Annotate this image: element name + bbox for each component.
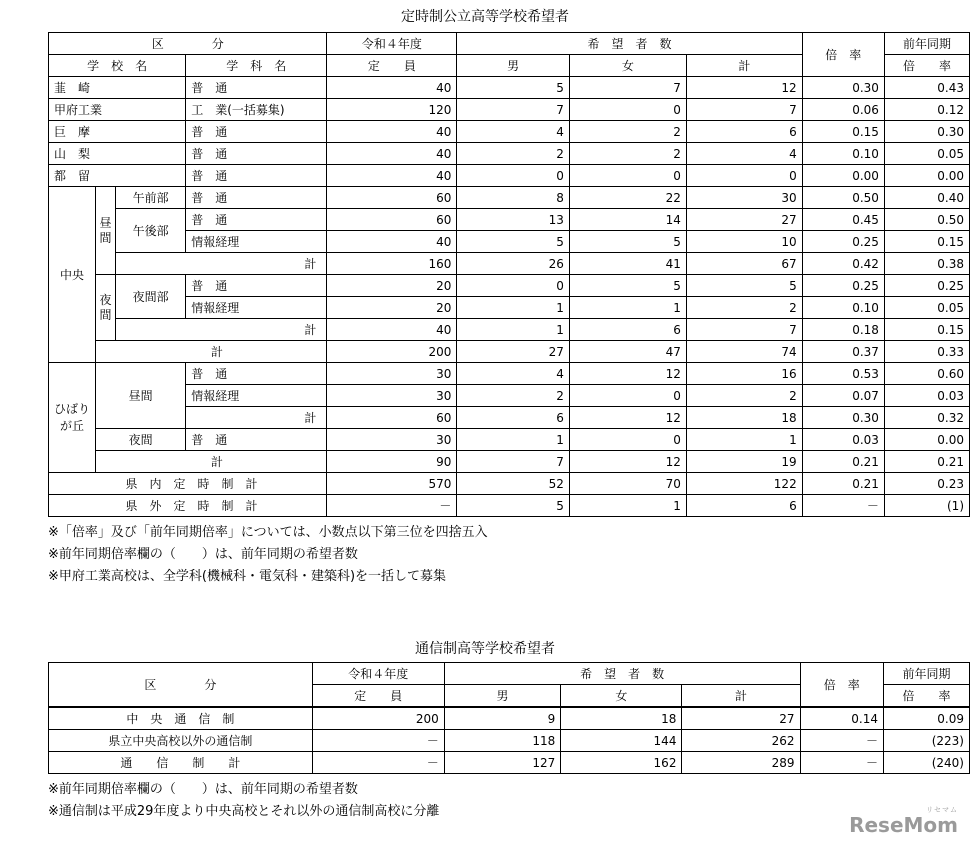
male: 2 bbox=[457, 385, 569, 407]
table2-note-1: ※前年同期倍率欄の（ ）は、前年同期の希望者数 bbox=[48, 782, 358, 797]
ratio: 0.21 bbox=[802, 451, 884, 473]
header-applicants: 希 望 者 数 bbox=[444, 663, 800, 685]
male: 52 bbox=[457, 473, 569, 495]
total: 10 bbox=[686, 231, 802, 253]
dept-name: 情報経理 bbox=[186, 231, 327, 253]
total: 7 bbox=[686, 319, 802, 341]
dept-name: 普 通 bbox=[186, 165, 327, 187]
female: 12 bbox=[569, 363, 686, 385]
total: 289 bbox=[682, 752, 800, 774]
total-label: 計 bbox=[96, 341, 327, 363]
capacity: 200 bbox=[327, 341, 457, 363]
ratio: 0.50 bbox=[802, 187, 884, 209]
female: 2 bbox=[569, 121, 686, 143]
male: 4 bbox=[457, 121, 569, 143]
subtotal-label: 計 bbox=[115, 253, 326, 275]
table-row bbox=[49, 165, 970, 187]
header-applicants: 希 望 者 数 bbox=[457, 33, 802, 55]
ratio: 0.45 bbox=[802, 209, 884, 231]
prev-ratio: (223) bbox=[884, 730, 970, 752]
table-row bbox=[49, 363, 970, 385]
capacity: 200 bbox=[312, 707, 444, 730]
table-row bbox=[49, 385, 970, 407]
male: 27 bbox=[457, 341, 569, 363]
ratio: 0.25 bbox=[802, 231, 884, 253]
school-name: 山 梨 bbox=[49, 143, 186, 165]
table-row-total bbox=[49, 451, 970, 473]
kengai-label: 県 外 定 時 制 計 bbox=[96, 495, 327, 517]
female: 144 bbox=[561, 730, 682, 752]
capacity: 60 bbox=[327, 209, 457, 231]
prev-ratio: 0.33 bbox=[884, 341, 969, 363]
table1-note-2: ※前年同期倍率欄の（ ）は、前年同期の希望者数 bbox=[48, 547, 358, 562]
capacity: 90 bbox=[327, 451, 457, 473]
chuo-gogo-label: 午後部 bbox=[115, 209, 185, 253]
male: 26 bbox=[457, 253, 569, 275]
female: 70 bbox=[569, 473, 686, 495]
prev-ratio: (1) bbox=[884, 495, 969, 517]
chuo-yoru-label: 夜間 bbox=[96, 275, 116, 341]
hibari-hiru-label: 昼間 bbox=[96, 363, 186, 429]
prev-ratio: 0.50 bbox=[884, 209, 969, 231]
prev-ratio: 0.30 bbox=[884, 121, 969, 143]
dept-name: 普 通 bbox=[186, 429, 327, 451]
prev-ratio: 0.60 bbox=[884, 363, 969, 385]
table-row bbox=[49, 77, 970, 99]
female: 22 bbox=[569, 187, 686, 209]
capacity: 30 bbox=[327, 385, 457, 407]
dept-name: 普 通 bbox=[186, 275, 327, 297]
female: 1 bbox=[569, 495, 686, 517]
total: 4 bbox=[686, 143, 802, 165]
capacity: 120 bbox=[327, 99, 457, 121]
table-row bbox=[49, 297, 970, 319]
table1-note-3: ※甲府工業高校は、全学科(機械科・電気科・建築科)を一括して募集 bbox=[48, 569, 447, 584]
table-row-kennai-total bbox=[49, 473, 970, 495]
female: 2 bbox=[569, 143, 686, 165]
total: 5 bbox=[686, 275, 802, 297]
male: 4 bbox=[457, 363, 569, 385]
female: 14 bbox=[569, 209, 686, 231]
school-chuo: 中央 bbox=[49, 187, 96, 363]
prev-ratio: 0.40 bbox=[884, 187, 969, 209]
subtotal-label: 計 bbox=[115, 319, 326, 341]
ratio: 0.10 bbox=[802, 143, 884, 165]
table-row-subtotal bbox=[49, 319, 970, 341]
ratio: 0.42 bbox=[802, 253, 884, 275]
male: 2 bbox=[457, 143, 569, 165]
female: 0 bbox=[569, 385, 686, 407]
table1-title: 定時制公立高等学校希望者 bbox=[401, 9, 569, 25]
table1-note-1: ※「倍率」及び「前年同期倍率」については、小数点以下第三位を四捨五入 bbox=[48, 525, 488, 540]
capacity: 40 bbox=[327, 143, 457, 165]
ratio: 0.21 bbox=[802, 473, 884, 495]
table2-note-2: ※通信制は平成29年度より中央高校とそれ以外の通信制高校に分離 bbox=[48, 804, 440, 819]
dept-name: 情報経理 bbox=[186, 385, 327, 407]
table1-header-row1 bbox=[49, 33, 970, 55]
header-kubun: 区 分 bbox=[49, 33, 327, 55]
total: 262 bbox=[682, 730, 800, 752]
table-row bbox=[49, 209, 970, 231]
kennai-label: 県 内 定 時 制 計 bbox=[96, 473, 327, 495]
school-name: 甲府工業 bbox=[49, 99, 186, 121]
total: 67 bbox=[686, 253, 802, 275]
total: 19 bbox=[686, 451, 802, 473]
header-female: 女 bbox=[561, 685, 682, 708]
header-ratio: 倍 率 bbox=[802, 33, 884, 77]
header-prev-top: 前年同期 bbox=[884, 33, 969, 55]
table2-title: 通信制高等学校希望者 bbox=[415, 641, 555, 657]
header-prev-top: 前年同期 bbox=[884, 663, 970, 685]
capacity: 20 bbox=[327, 275, 457, 297]
header-capacity-bottom: 定 員 bbox=[312, 685, 444, 708]
chuo-yakan-label: 夜間部 bbox=[115, 275, 185, 319]
table-row bbox=[49, 275, 970, 297]
table-row-kengai-total bbox=[49, 495, 970, 517]
ratio: 0.06 bbox=[802, 99, 884, 121]
total: 74 bbox=[686, 341, 802, 363]
chuo-gozen-label: 午前部 bbox=[115, 187, 185, 209]
female: 47 bbox=[569, 341, 686, 363]
male: 9 bbox=[444, 707, 560, 730]
school-name: 巨 摩 bbox=[49, 121, 186, 143]
header-capacity-top: 令和４年度 bbox=[312, 663, 444, 685]
capacity: 40 bbox=[327, 319, 457, 341]
header-school: 学 校 名 bbox=[49, 55, 186, 77]
total: 27 bbox=[686, 209, 802, 231]
male: 0 bbox=[457, 275, 569, 297]
total: 30 bbox=[686, 187, 802, 209]
female: 0 bbox=[569, 429, 686, 451]
header-prev-bottom: 倍 率 bbox=[884, 685, 970, 708]
ratio: － bbox=[800, 730, 883, 752]
ratio: 0.15 bbox=[802, 121, 884, 143]
table-row bbox=[49, 99, 970, 121]
ratio: － bbox=[800, 752, 883, 774]
header-total: 計 bbox=[686, 55, 802, 77]
dept-name: 普 通 bbox=[186, 209, 327, 231]
row-label: 県立中央高校以外の通信制 bbox=[49, 730, 313, 752]
chuo-hiru-label: 昼間 bbox=[96, 187, 116, 275]
school-name: 韮 崎 bbox=[49, 77, 186, 99]
prev-ratio: 0.15 bbox=[884, 231, 969, 253]
total: 6 bbox=[686, 121, 802, 143]
female: 0 bbox=[569, 165, 686, 187]
ratio: 0.10 bbox=[802, 297, 884, 319]
capacity: 30 bbox=[327, 429, 457, 451]
prev-ratio: 0.23 bbox=[884, 473, 969, 495]
capacity: － bbox=[312, 752, 444, 774]
ratio: － bbox=[802, 495, 884, 517]
prev-ratio: 0.32 bbox=[884, 407, 969, 429]
female: 0 bbox=[569, 99, 686, 121]
total: 27 bbox=[682, 707, 800, 730]
male: 0 bbox=[457, 165, 569, 187]
header-kubun: 区 分 bbox=[49, 663, 313, 708]
capacity: 570 bbox=[327, 473, 457, 495]
header-male: 男 bbox=[457, 55, 569, 77]
capacity: 60 bbox=[327, 187, 457, 209]
ratio: 0.14 bbox=[800, 707, 883, 730]
ratio: 0.03 bbox=[802, 429, 884, 451]
female: 18 bbox=[561, 707, 682, 730]
capacity: 40 bbox=[327, 121, 457, 143]
dept-name: 普 通 bbox=[186, 363, 327, 385]
table-row bbox=[49, 143, 970, 165]
dept-name: 普 通 bbox=[186, 77, 327, 99]
female: 1 bbox=[569, 297, 686, 319]
resemom-logo-kana: リセマム bbox=[926, 806, 958, 814]
header-capacity-top: 令和４年度 bbox=[327, 33, 457, 55]
prev-ratio: 0.00 bbox=[884, 165, 969, 187]
ratio: 0.18 bbox=[802, 319, 884, 341]
male: 1 bbox=[457, 429, 569, 451]
capacity: － bbox=[327, 495, 457, 517]
dept-name: 情報経理 bbox=[186, 297, 327, 319]
header-ratio: 倍 率 bbox=[800, 663, 883, 708]
female: 5 bbox=[569, 231, 686, 253]
male: 6 bbox=[457, 407, 569, 429]
total: 0 bbox=[686, 165, 802, 187]
prev-ratio: 0.43 bbox=[884, 77, 969, 99]
total: 2 bbox=[686, 385, 802, 407]
table-row bbox=[49, 730, 970, 752]
female: 7 bbox=[569, 77, 686, 99]
table-row-total bbox=[49, 752, 970, 774]
table-row bbox=[49, 121, 970, 143]
subtotal-label: 計 bbox=[186, 407, 327, 429]
capacity: － bbox=[312, 730, 444, 752]
total: 2 bbox=[686, 297, 802, 319]
male: 5 bbox=[457, 77, 569, 99]
male: 127 bbox=[444, 752, 560, 774]
table-row-total bbox=[49, 341, 970, 363]
capacity: 160 bbox=[327, 253, 457, 275]
total: 7 bbox=[686, 99, 802, 121]
capacity: 40 bbox=[327, 165, 457, 187]
table-row bbox=[49, 231, 970, 253]
table-row bbox=[49, 429, 970, 451]
table-row-subtotal bbox=[49, 253, 970, 275]
prev-ratio: 0.38 bbox=[884, 253, 969, 275]
male: 5 bbox=[457, 495, 569, 517]
male: 7 bbox=[457, 451, 569, 473]
male: 13 bbox=[457, 209, 569, 231]
header-dept: 学 科 名 bbox=[186, 55, 327, 77]
table1-daytime-nighttime bbox=[48, 32, 970, 517]
male: 118 bbox=[444, 730, 560, 752]
ratio: 0.37 bbox=[802, 341, 884, 363]
male: 7 bbox=[457, 99, 569, 121]
table-row-subtotal bbox=[49, 407, 970, 429]
resemom-logo-text: ReseMom bbox=[849, 813, 958, 837]
hibari-yoru-label: 夜間 bbox=[96, 429, 186, 451]
header-capacity-bottom: 定 員 bbox=[327, 55, 457, 77]
ratio: 0.07 bbox=[802, 385, 884, 407]
prev-ratio: 0.09 bbox=[884, 707, 970, 730]
capacity: 60 bbox=[327, 407, 457, 429]
row-label: 通 信 制 計 bbox=[49, 752, 313, 774]
prev-ratio: 0.05 bbox=[884, 143, 969, 165]
ratio: 0.53 bbox=[802, 363, 884, 385]
capacity: 30 bbox=[327, 363, 457, 385]
table-row bbox=[49, 187, 970, 209]
female: 12 bbox=[569, 407, 686, 429]
ratio: 0.00 bbox=[802, 165, 884, 187]
female: 41 bbox=[569, 253, 686, 275]
ratio: 0.25 bbox=[802, 275, 884, 297]
total: 16 bbox=[686, 363, 802, 385]
school-hibarigaoka: ひばり が丘 bbox=[49, 363, 96, 473]
prev-ratio: 0.05 bbox=[884, 297, 969, 319]
total: 18 bbox=[686, 407, 802, 429]
capacity: 40 bbox=[327, 231, 457, 253]
blank-cell bbox=[49, 473, 96, 495]
table-row bbox=[49, 707, 970, 730]
dept-name: 普 通 bbox=[186, 121, 327, 143]
dept-name: 工 業(一括募集) bbox=[186, 99, 327, 121]
table2-header-row1 bbox=[49, 663, 970, 685]
ratio: 0.30 bbox=[802, 77, 884, 99]
ratio: 0.30 bbox=[802, 407, 884, 429]
header-prev-bottom: 倍 率 bbox=[884, 55, 969, 77]
female: 12 bbox=[569, 451, 686, 473]
prev-ratio: 0.12 bbox=[884, 99, 969, 121]
male: 8 bbox=[457, 187, 569, 209]
female: 6 bbox=[569, 319, 686, 341]
blank-cell bbox=[49, 495, 96, 517]
prev-ratio: 0.03 bbox=[884, 385, 969, 407]
prev-ratio: 0.15 bbox=[884, 319, 969, 341]
capacity: 40 bbox=[327, 77, 457, 99]
prev-ratio: (240) bbox=[884, 752, 970, 774]
dept-name: 普 通 bbox=[186, 187, 327, 209]
header-total: 計 bbox=[682, 685, 800, 708]
male: 5 bbox=[457, 231, 569, 253]
prev-ratio: 0.25 bbox=[884, 275, 969, 297]
header-female: 女 bbox=[569, 55, 686, 77]
dept-name: 普 通 bbox=[186, 143, 327, 165]
total: 12 bbox=[686, 77, 802, 99]
row-label: 中 央 通 信 制 bbox=[49, 707, 313, 730]
female: 162 bbox=[561, 752, 682, 774]
total-label: 計 bbox=[96, 451, 327, 473]
table2-correspondence bbox=[48, 662, 970, 774]
resemom-logo bbox=[849, 806, 958, 837]
school-name: 都 留 bbox=[49, 165, 186, 187]
capacity: 20 bbox=[327, 297, 457, 319]
total: 1 bbox=[686, 429, 802, 451]
prev-ratio: 0.21 bbox=[884, 451, 969, 473]
header-male: 男 bbox=[444, 685, 560, 708]
total: 6 bbox=[686, 495, 802, 517]
male: 1 bbox=[457, 319, 569, 341]
male: 1 bbox=[457, 297, 569, 319]
total: 122 bbox=[686, 473, 802, 495]
female: 5 bbox=[569, 275, 686, 297]
prev-ratio: 0.00 bbox=[884, 429, 969, 451]
